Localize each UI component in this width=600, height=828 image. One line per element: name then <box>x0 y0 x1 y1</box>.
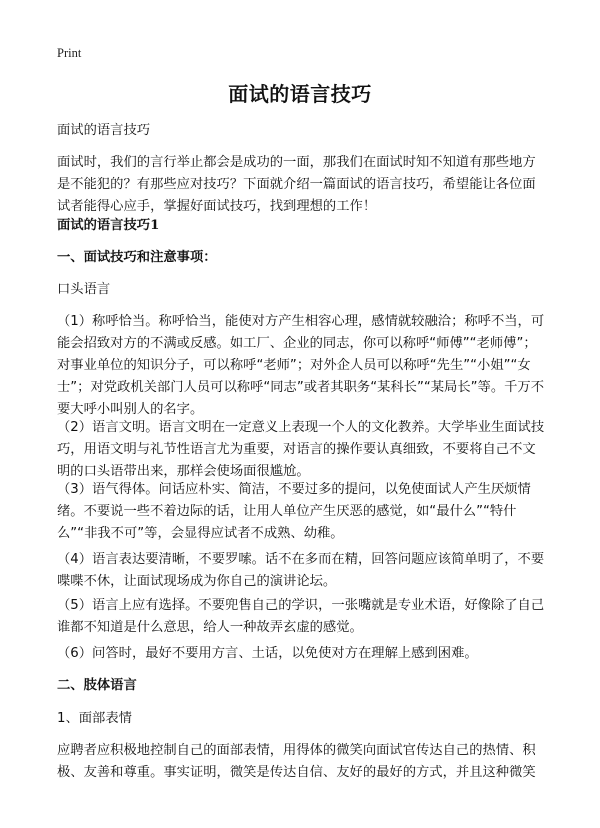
facial-expression-paragraph: 应聘者应积极地控制自己的面部表情，用得体的微笑向面试官传达自己的热情、积极、友善和尊重。事实证明，微笑是传达自信、友好的最好的方式，并且这种微笑 <box>57 743 536 780</box>
facial-expression-heading: 1、面部表情 <box>57 711 132 726</box>
section-heading-body-language: 二、肢体语言 <box>57 678 137 693</box>
article-subtitle: 面试的语言技巧 <box>57 123 151 138</box>
page-title: 面试的语言技巧 <box>228 82 372 106</box>
point-paragraph: （6）问答时，最好不要用方言、土话，以免使对方在理解上感到困难。 <box>57 646 478 661</box>
point-paragraph: （3）语气得体。问话应朴实、简洁，不要过多的提问，以免使面试人产生厌烦情绪。不要说一些不着边际的话，让用人单位产生厌恶的感觉，如“最什么”“特什么”“非我不可”等，会显得应试者不成熟、幼稚。 <box>57 482 531 541</box>
print-link[interactable]: Print <box>57 46 82 60</box>
point-paragraph: （5）语言上应有选择。不要兜售自己的学识，一张嘴就是专业术语，好像除了自己谁都不知道是什么意思，给人一种故弄玄虚的感觉。 <box>57 598 545 635</box>
section-subheading-tips: 一、面试技巧和注意事项： <box>57 250 217 265</box>
point-paragraph: （1）称呼恰当。称呼恰当，能使对方产生相容心理，感情就较融洽；称呼不当，可能会招致对方的不满或反感。如工厂、企业的同志，你可以称呼“师傅”“老师傅”；对事业单位的知识分子，可以称呼“老师”；对外企人员可以称呼“先生”“小姐”“女士”；对党政机关部门人员可以称呼“同志”或者其职务“某科长”“某局长”等。千万不要大呼小叫别人的名字。 <box>57 314 545 417</box>
point-paragraph: （2）语言文明。语言文明在一定意义上表现一个人的文化教养。大学毕业生面试技巧，用语文明与礼节性语言尤为重要，对语言的操作要认真细致，不要将自己不文明的口头语带出来，那样会使场面很尴尬。 <box>57 420 545 479</box>
oral-language-heading: 口头语言 <box>57 282 111 297</box>
section-heading-1: 面试的语言技巧1 <box>57 218 160 233</box>
intro-paragraph: 面试时，我们的言行举止都会是成功的一面，那我们在面试时知不知道有那些地方是不能犯的？有那些应对技巧？下面就介绍一篇面试的语言技巧，希望能让各位面试者能得心应手，掌握好面试技巧，找到理想的工作！ <box>57 155 536 214</box>
point-paragraph: （4）语言表达要清晰，不要罗嗦。话不在多而在精，回答问题应该简单明了，不要喋喋不休，让面试现场成为你自己的演讲论坛。 <box>57 552 545 589</box>
